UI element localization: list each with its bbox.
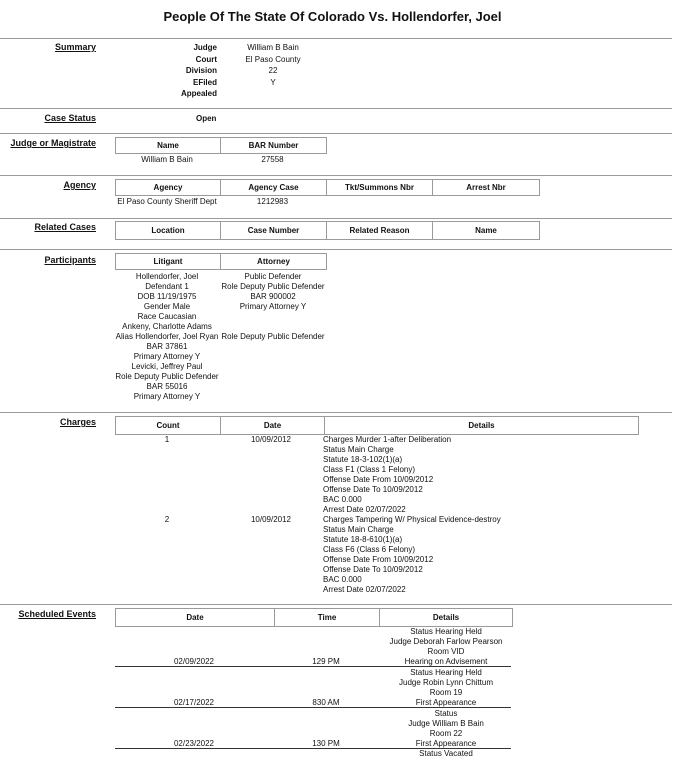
summary-label: Appealed: [180, 89, 217, 98]
event-detail-line: Judge Deborah Farlow Pearson: [389, 637, 503, 646]
column-header: Date: [221, 417, 325, 434]
section-case-status-heading: Case Status: [44, 113, 96, 123]
row-separator: [115, 707, 511, 708]
column-header: BAR Number: [248, 141, 299, 150]
section-agency-heading: Agency: [63, 180, 96, 190]
column-header: Time: [275, 609, 380, 626]
section-events-heading: Scheduled Events: [18, 609, 96, 619]
charge-count-cell: 2: [164, 515, 170, 524]
column-header: Attorney: [257, 257, 290, 266]
charge-date-cell: 10/09/2012: [250, 435, 292, 444]
litigant-line: Hollendorfer, Joel: [135, 272, 199, 281]
page-title: People Of The State Of Colorado Vs. Hollendorfer, Joel: [163, 9, 502, 24]
charge-detail-line: Arrest Date 02/07/2022: [323, 505, 406, 514]
attorney-line: Role Deputy Public Defender: [221, 282, 325, 291]
participants-table-header: [115, 253, 327, 270]
charge-details-cell: [323, 515, 623, 595]
agency-table-header: [115, 179, 540, 196]
column-header: Arrest Nbr: [466, 183, 506, 192]
judge-table-header: [115, 137, 327, 154]
summary-value: El Paso County: [245, 55, 301, 64]
litigant-line: Alias Hollendorfer, Joel Ryan: [115, 332, 219, 341]
litigant-line: BAR 37861: [146, 342, 188, 351]
event-detail-line: Status: [434, 709, 458, 718]
attorney-line: Role Deputy Public Defender: [221, 332, 325, 341]
divider: [0, 108, 672, 109]
event-details-cell: [375, 709, 517, 749]
column-header: Details: [432, 613, 460, 622]
divider: [0, 604, 672, 605]
divider: [0, 38, 672, 39]
section-charges-heading: Charges: [59, 417, 96, 427]
charge-count-cell: 1: [164, 435, 170, 444]
charge-detail-line: Offense Date From 10/09/2012: [323, 475, 434, 484]
section-related-heading: Related Cases: [34, 222, 96, 232]
event-date-cell: 02/09/2022: [173, 657, 215, 666]
column-header: Name: [116, 138, 221, 153]
summary-label: Court: [195, 55, 217, 64]
litigant-line: DOB 11/19/1975: [137, 292, 197, 301]
column-header: Details: [468, 421, 495, 430]
event-detail-line: Judge Robin Lynn Chittum: [399, 678, 493, 687]
event-detail-line: Status Vacated: [419, 749, 473, 758]
judge-name-cell: William B Bain: [141, 155, 193, 164]
charge-detail-line: Offense Date From 10/09/2012: [323, 555, 434, 564]
event-time-cell: 129 PM: [312, 657, 340, 666]
column-header: Case Number: [221, 222, 327, 239]
event-detail-line: Hearing on Advisement: [404, 657, 488, 666]
charge-detail-line: Status Main Charge: [323, 445, 394, 454]
charge-details-cell: [323, 435, 623, 515]
column-header: Agency Case: [221, 180, 327, 195]
litigant-line: Primary Attorney Y: [133, 392, 201, 401]
charge-date-cell: 10/09/2012: [250, 515, 292, 524]
column-header: Name: [475, 226, 497, 235]
event-detail-line: Room 19: [429, 688, 463, 697]
column-header: Tkt/Summons Nbr: [327, 180, 433, 195]
event-detail-line: First Appearance: [415, 739, 477, 748]
litigant-line: BAR 55016: [146, 382, 188, 391]
column-header: Litigant: [116, 254, 221, 269]
summary-value: Y: [270, 78, 276, 87]
charge-detail-line: BAC 0.000: [323, 495, 362, 504]
judge-bar-cell: 27558: [261, 155, 284, 164]
row-separator: [115, 666, 511, 667]
divider: [0, 133, 672, 134]
column-header: Date: [116, 609, 275, 626]
event-detail-line: Room 22: [429, 729, 463, 738]
litigant-line: Primary Attorney Y: [133, 352, 201, 361]
section-judge-heading: Judge or Magistrate: [10, 138, 96, 148]
events-table-header: [115, 608, 513, 627]
agency-case-cell: 1212983: [256, 197, 289, 206]
charge-detail-line: Class F6 (Class 6 Felony): [323, 545, 416, 554]
section-summary-heading: Summary: [54, 42, 96, 52]
attorney-line: Public Defender: [244, 272, 302, 281]
agency-name-cell: El Paso County Sheriff Dept: [117, 197, 217, 206]
summary-value: 22: [268, 66, 278, 75]
litigant-line: Ankeny, Charlotte Adams: [122, 322, 212, 331]
charge-detail-line: Class F1 (Class 1 Felony): [323, 465, 416, 474]
charge-detail-line: Arrest Date 02/07/2022: [323, 585, 406, 594]
charge-detail-line: Statute 18-8-610(1)(a): [323, 535, 403, 544]
attorney-column: [212, 272, 334, 312]
charge-detail-line: Charges Murder 1-after Deliberation: [323, 435, 452, 444]
event-time-cell: 130 PM: [312, 739, 340, 748]
case-status-value: Open: [196, 114, 217, 123]
charge-detail-line: Offense Date To 10/09/2012: [323, 485, 423, 494]
divider: [0, 218, 672, 219]
litigant-line: Gender Male: [143, 302, 191, 311]
litigant-line: Defendant 1: [145, 282, 189, 291]
divider: [0, 412, 672, 413]
divider: [0, 175, 672, 176]
related-table-header: [115, 221, 540, 240]
attorney-line: BAR 900002: [250, 292, 296, 301]
charge-detail-line: Status Main Charge: [323, 525, 394, 534]
litigant-line: Race Caucasian: [137, 312, 197, 321]
event-detail-line: Status Hearing Held: [410, 668, 482, 677]
event-date-cell: 02/17/2022: [173, 698, 215, 707]
summary-label: Division: [185, 66, 217, 75]
event-time-cell: 830 AM: [312, 698, 340, 707]
event-detail-line: Room VID: [427, 647, 465, 656]
attorney-line: Primary Attorney Y: [239, 302, 307, 311]
column-header: Location: [116, 222, 221, 239]
event-details-cell: [375, 627, 517, 667]
divider: [0, 249, 672, 250]
charge-detail-line: Charges Tampering W/ Physical Evidence-destroy: [323, 515, 501, 524]
summary-value: William B Bain: [247, 43, 299, 52]
litigant-line: Role Deputy Public Defender: [115, 372, 219, 381]
column-header: Agency: [116, 180, 221, 195]
charges-table-header: [115, 416, 639, 435]
summary-label: Judge: [193, 43, 217, 52]
charge-detail-line: BAC 0.000: [323, 575, 362, 584]
section-participants-heading: Participants: [44, 255, 96, 265]
event-detail-line: First Appearance: [415, 698, 477, 707]
litigant-line: Levicki, Jeffrey Paul: [131, 362, 203, 371]
event-date-cell: 02/23/2022: [173, 739, 215, 748]
event-details-cell: [375, 668, 517, 708]
charge-detail-line: Offense Date To 10/09/2012: [323, 565, 423, 574]
event-detail-line: Status Hearing Held: [410, 627, 482, 636]
charge-detail-line: Statute 18-3-102(1)(a): [323, 455, 403, 464]
column-header: Count: [116, 417, 221, 434]
column-header: Related Reason: [327, 222, 433, 239]
summary-label: EFiled: [192, 78, 217, 87]
event-detail-line: Judge William B Bain: [408, 719, 484, 728]
